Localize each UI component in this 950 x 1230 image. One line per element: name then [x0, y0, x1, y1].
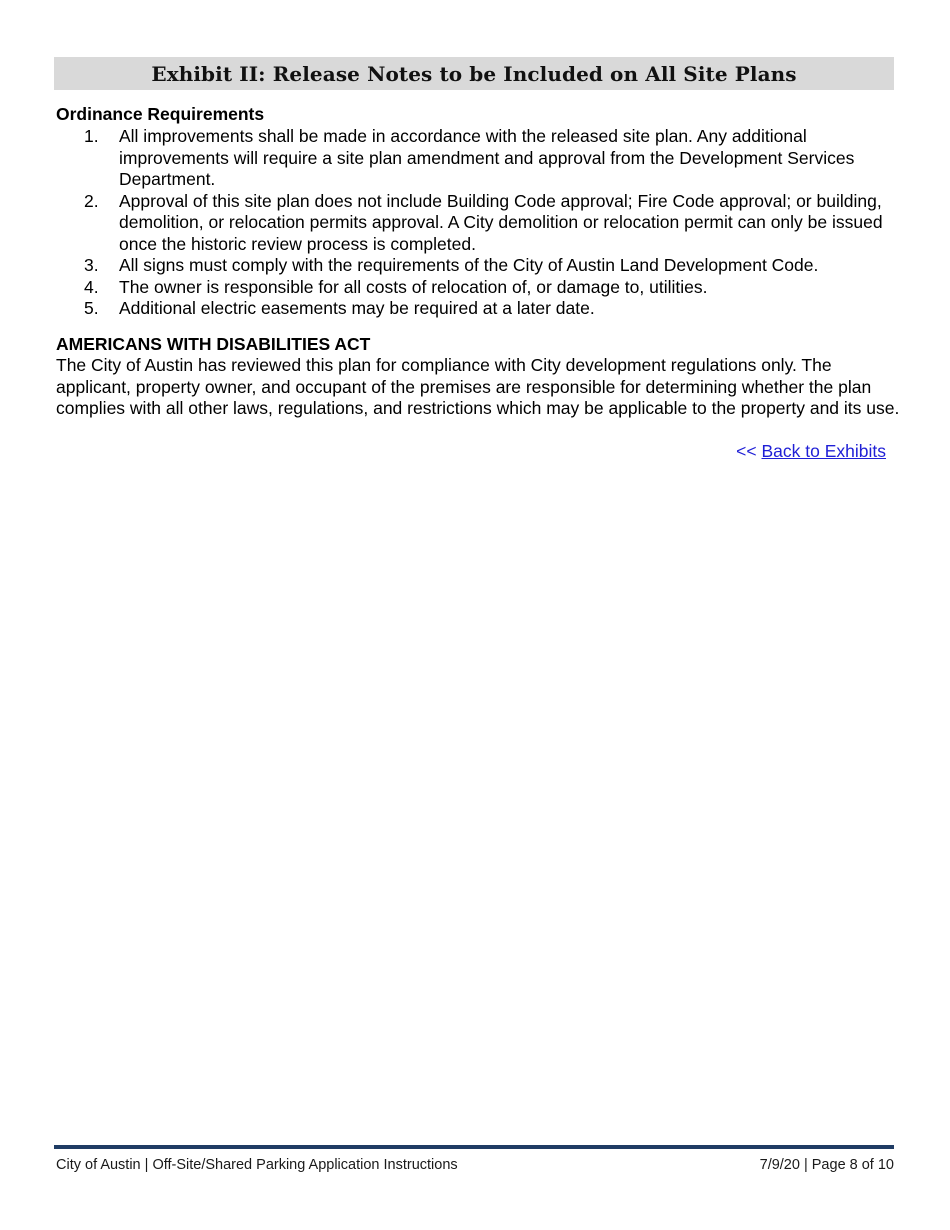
- ada-paragraph: The City of Austin has reviewed this plan for compliance with City development regulations only. The applicant, property owner, and occupant of the premises are responsible for determining whether the plan complies with all other laws, regulations, and restrictions which may be applicable to the property and its use.: [56, 355, 900, 418]
- ordinance-heading: Ordinance Requirements: [56, 104, 265, 124]
- list-item: [56, 191, 896, 256]
- ada-heading: AMERICANS WITH DISABILITIES ACT: [56, 334, 371, 354]
- list-item-text: The owner is responsible for all costs of relocation of, or damage to, utilities.: [119, 276, 708, 297]
- list-item-number: 1.: [84, 126, 99, 146]
- footer-divider: [54, 1145, 894, 1149]
- list-item: [56, 126, 896, 191]
- back-arrows-icon: <<: [736, 441, 757, 461]
- list-item: [56, 277, 896, 299]
- footer-document-title: City of Austin | Off-Site/Shared Parking Application Instructions: [56, 1157, 458, 1173]
- list-item-number: 2.: [84, 190, 99, 211]
- back-to-exhibits-link[interactable]: Back to Exhibits: [761, 441, 886, 461]
- page-footer: [56, 1156, 894, 1174]
- list-item: [56, 255, 896, 277]
- footer-page-info: 7/9/20 | Page 8 of 10: [759, 1157, 894, 1173]
- list-item-number: 4.: [84, 276, 99, 297]
- ordinance-section: [56, 104, 896, 320]
- ordinance-list: [56, 126, 896, 320]
- page-title: Exhibit II: Release Notes to be Included on All Site Plans: [151, 61, 797, 86]
- list-item-number: 3.: [84, 255, 99, 275]
- list-item-number: 5.: [84, 298, 99, 318]
- exhibit-banner: [54, 57, 894, 90]
- back-to-exhibits-nav: [736, 440, 886, 462]
- list-item-text: All improvements shall be made in accordance with the released site plan. Any additional improvements will require a site plan amendment and approval from the Development Services Department.: [119, 126, 855, 189]
- ada-section: [56, 334, 900, 420]
- list-item: [56, 298, 896, 320]
- list-item-text: Additional electric easements may be required at a later date.: [119, 298, 595, 318]
- list-item-text: Approval of this site plan does not include Building Code approval; Fire Code approval; or building, demolition, or relocation permits approval. A City demolition or relocation permit can only be issued once the historic review process is completed.: [119, 190, 883, 254]
- list-item-text: All signs must comply with the requirements of the City of Austin Land Development Code.: [119, 255, 819, 275]
